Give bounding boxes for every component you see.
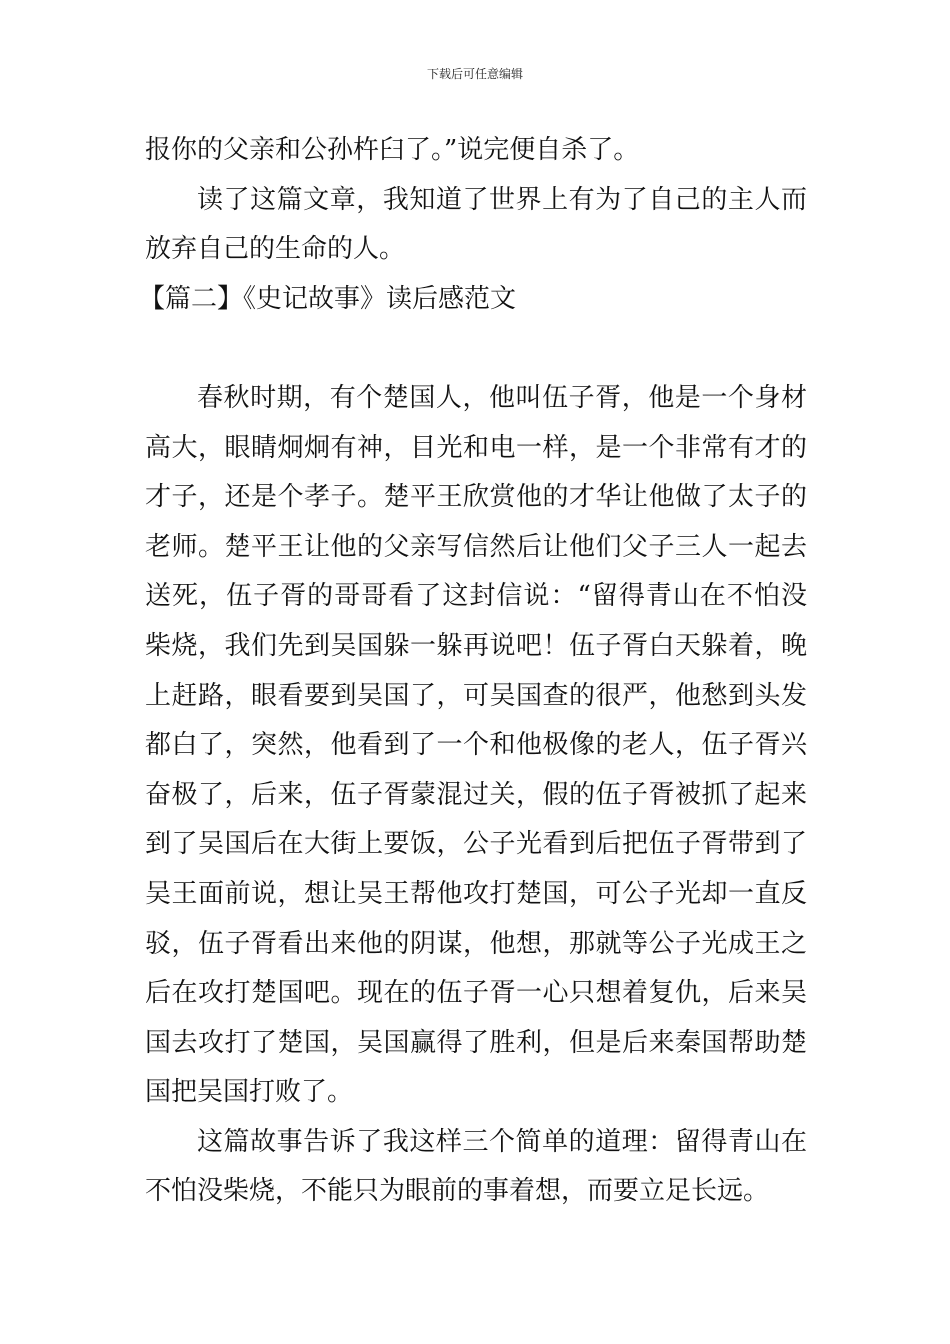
- section-heading: 【篇二】《史记故事》读后感范文: [139, 283, 517, 314]
- page-header: 下载后可任意编辑: [426, 67, 523, 81]
- paragraph-reflection-2: 这篇故事告诉了我这样三个简单的道理：留得青山在不怕没柴烧，不能只为眼前的事着想，而要立足长远。: [145, 1126, 807, 1207]
- paragraph-continuation: 报你的父亲和公孙杵臼了。”说完便自杀了。: [145, 135, 640, 165]
- paragraph-story: 春秋时期，有个楚国人，他叫伍子胥，他是一个身材高大，眼睛炯炯有神，目光和电一样，是一个非常有才的才子，还是个孝子。楚平王欣赏他的才华让他做了太子的老师。楚平王让他的父亲写信然后让他们父子三人一起去送死，伍子胥的哥哥看了这封信说：“留得青山在不怕没柴烧，我们先到吴国躲一躲再说吧！伍子胥白天躲着，晚上赶路，眼看要到吴国了，可吴国查的很严，他愁到头发都白了，突然，他看到了一个和他极像的老人，伍子胥兴奋极了，后来，伍子胥蒙混过关，假的伍子胥被抓了起来到了吴国后在大街上要饭，公子光看到后把伍子胥带到了吴王面前说，想让吴王帮他攻打楚国，可公子光却一直反驳，伍子胥看出来他的阴谋，他想，那就等公子光成王之后在攻打楚国吧。现在的伍子胥一心只想着复仇，后来吴国去攻打了楚国，吴国赢得了胜利，但是后来秦国帮助楚国把吴国打败了。: [145, 382, 807, 1108]
- blank-line: [145, 324, 807, 374]
- paragraph-reflection-1: 读了这篇文章，我知道了世界上有为了自己的主人而放弃自己的生命的人。: [145, 184, 807, 265]
- document-body: [139, 126, 807, 1217]
